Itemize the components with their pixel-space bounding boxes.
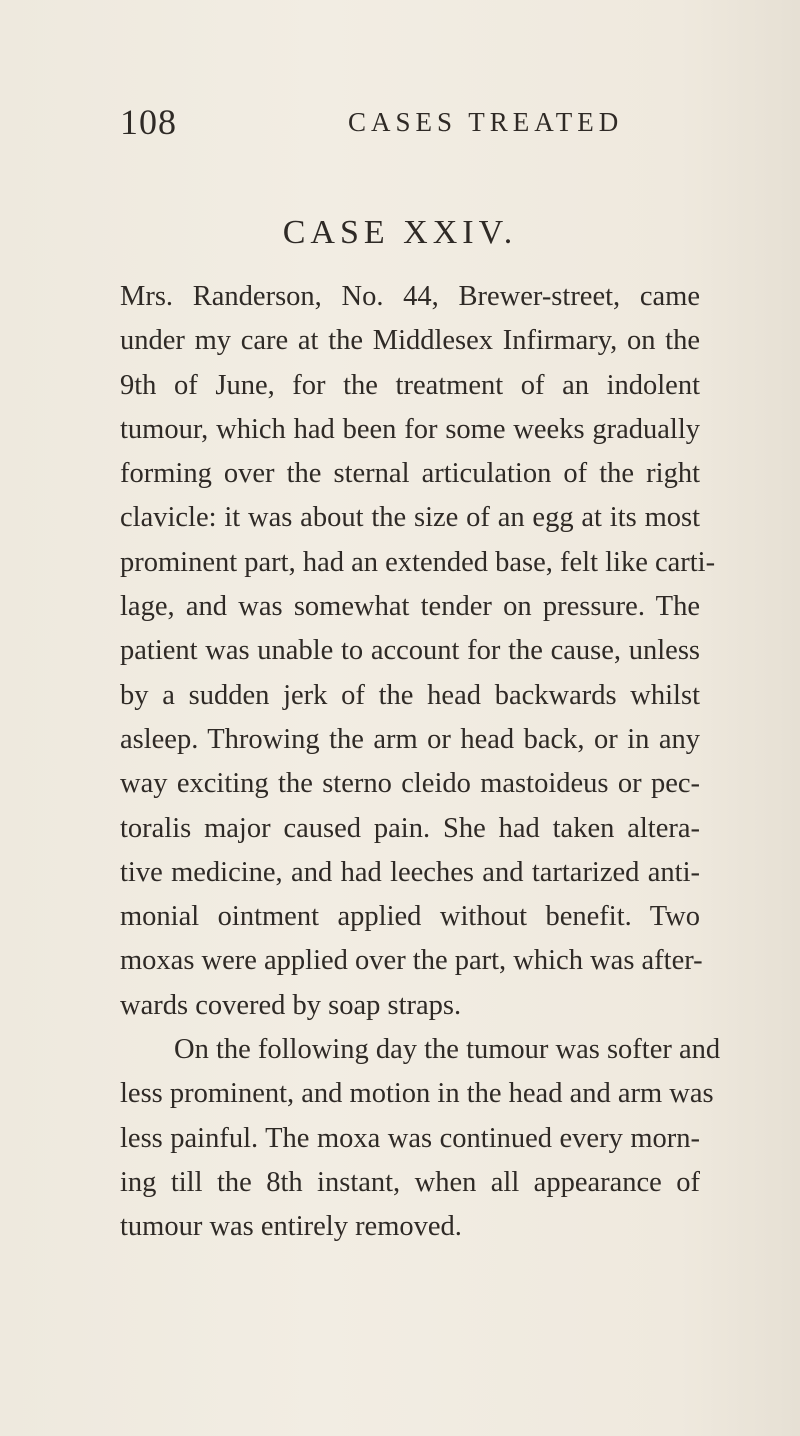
text-line: ing till the 8th instant, when all appearance of <box>120 1166 700 1198</box>
text-line: tumour, which had been for some weeks gradually <box>120 413 700 445</box>
text-line: Mrs. Randerson, No. 44, Brewer-street, came <box>120 281 700 312</box>
case-body-text <box>120 275 721 1250</box>
text-line: by a sudden jerk of the head backwards whilst <box>120 679 700 711</box>
text-line: patient was unable to account for the cause, unless <box>120 635 700 667</box>
text-line: asleep. Throwing the arm or head back, or in any <box>120 723 700 755</box>
text-line: under my care at the Middlesex Infirmary, on the <box>120 325 700 357</box>
text-line: monial ointment applied without benefit. Two <box>120 901 700 933</box>
text-line: On the following day the tumour was softer and <box>174 1034 721 1066</box>
running-head: CASES TREATED <box>348 107 624 137</box>
text-line: less prominent, and motion in the head and arm was <box>120 1078 714 1110</box>
page-header <box>120 100 680 144</box>
case-title: CASE XXIV. <box>282 214 518 251</box>
text-line: clavicle: it was about the size of an egg at its most <box>120 502 700 534</box>
text-line: toralis major caused pain. She had taken altera- <box>120 812 700 844</box>
text-line: wards covered by soap straps. <box>120 989 462 1021</box>
text-line: prominent part, had an extended base, felt like carti- <box>120 546 716 578</box>
text-line: forming over the sternal articulation of the right <box>120 458 700 490</box>
text-line: way exciting the sterno cleido mastoideus or pec- <box>120 768 700 800</box>
text-line: lage, and was somewhat tender on pressure. The <box>120 591 700 623</box>
page-number: 108 <box>120 102 177 142</box>
text-line: tive medicine, and had leeches and tartarized anti- <box>120 856 700 888</box>
text-line: 9th of June, for the treatment of an indolent <box>120 369 700 401</box>
text-line: tumour was entirely removed. <box>120 1211 462 1243</box>
text-line: less painful. The moxa was continued every morn- <box>120 1122 700 1154</box>
text-line: moxas were applied over the part, which was after- <box>120 945 703 977</box>
